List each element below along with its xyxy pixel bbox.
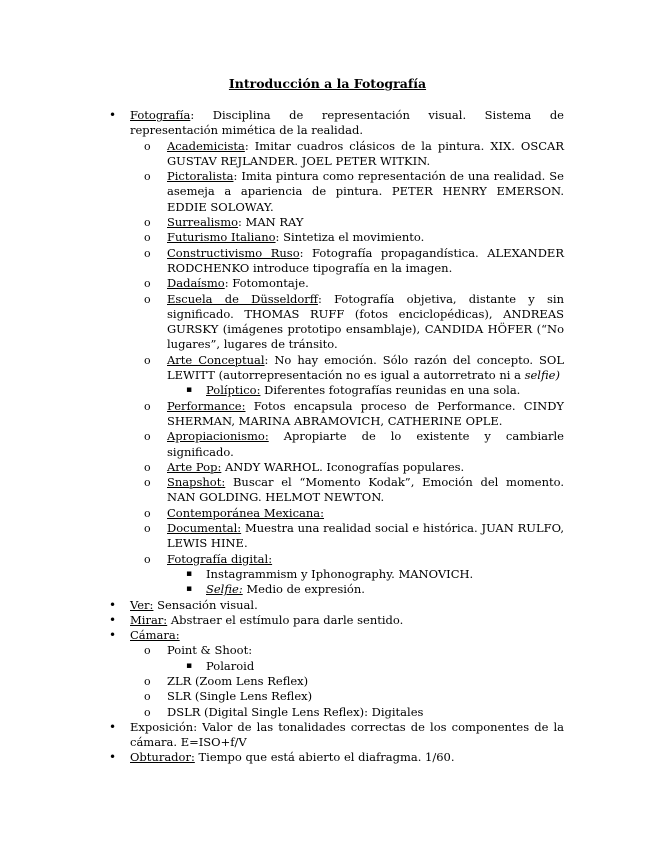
list-item-text: SLR (Single Lens Reflex)	[167, 689, 313, 704]
list-item	[109, 108, 564, 139]
list-item-term: Futurismo Italiano	[167, 230, 276, 245]
list-item-text: : Imita pintura como representación de una realidad. Se asemeja a apariencia de pintura. PETER HENRY EMERSON. EDDIE SOLOWAY.	[167, 169, 564, 214]
list-item	[130, 169, 564, 215]
bullet-marker: ▪	[186, 584, 193, 595]
list-item	[109, 597, 564, 613]
list-item-term: Documental:	[167, 521, 242, 536]
list-item	[130, 292, 564, 353]
list-item	[130, 429, 564, 460]
bullet-marker: o	[144, 277, 151, 291]
list-item-term: Ver:	[130, 597, 154, 612]
list-item	[109, 719, 564, 751]
list-item-term: Escuela de Düsseldorff	[167, 291, 318, 306]
list-item-text: : Imitar cuadros clásicos de la pintura. XIX. OSCAR GUSTAV REJLANDER. JOEL PETER WITKIN.	[167, 138, 564, 168]
list-item	[130, 460, 564, 475]
list-item-text: Sensación visual.	[153, 597, 258, 612]
list-item-text: Diferentes fotografías reunidas en una sola.	[260, 383, 521, 398]
list-item	[130, 353, 564, 384]
list-item-text: : Fotomontaje.	[224, 276, 309, 291]
bullet-marker: o	[144, 506, 151, 520]
list-item	[109, 628, 564, 643]
bullet-marker: ▪	[186, 660, 193, 671]
bullet-marker: o	[144, 139, 151, 153]
list-item-term: Surrealismo	[167, 215, 239, 230]
bullet-list	[109, 108, 564, 766]
list-item-term: Obturador:	[130, 750, 195, 765]
list-item-term: Selfie:	[206, 582, 243, 597]
bullet-marker: o	[144, 231, 151, 245]
bullet-marker: •	[109, 719, 117, 734]
list-item	[130, 582, 564, 597]
bullet-marker: o	[144, 216, 151, 230]
page-title: Introducción a la Fotografía	[228, 76, 427, 91]
bullet-marker: o	[144, 674, 151, 688]
list-item-text: DSLR (Digital Single Lens Reflex): Digitales	[167, 704, 424, 719]
list-item-text: : No hay emoción. Sólo razón del concepto. SOL LEWITT (autorrepresentación no es igual a autorretrato ni a	[167, 352, 564, 383]
list-item-text: : MAN RAY	[238, 215, 304, 230]
list-item-text: Exposición: Valor de las tonalidades correctas de los componentes de la cámara. E=ISO+f/V	[130, 719, 564, 750]
bullet-marker: o	[144, 552, 151, 566]
list-item-italic-text: selfie)	[524, 368, 560, 383]
list-item	[130, 643, 564, 658]
list-item-text: Instagrammism y Iphonography. MANOVICH.	[206, 566, 474, 581]
list-item	[130, 246, 564, 277]
list-item-text: : Disciplina de representación visual. Sistema de representación mimética de la realidad.	[130, 108, 564, 138]
list-item-text: ANDY WARHOL. Iconografías populares.	[221, 459, 465, 474]
bullet-marker: o	[144, 460, 151, 474]
list-item-term: Arte Conceptual	[167, 352, 265, 367]
list-item-text: : Fotografía propagandística. ALEXANDER RODCHENKO introduce tipografía en la imagen.	[167, 245, 564, 275]
bullet-marker: ▪	[186, 568, 193, 579]
list-item-text: Polaroid	[206, 658, 255, 673]
bullet-marker: o	[144, 644, 151, 658]
list-item-term: Constructivismo Ruso	[167, 245, 300, 260]
bullet-marker: •	[109, 597, 117, 612]
bullet-marker: o	[144, 690, 151, 704]
list-item	[130, 230, 564, 245]
bullet-marker: o	[144, 353, 151, 367]
bullet-marker: ▪	[186, 385, 193, 396]
list-item-text: Medio de expresión.	[242, 582, 365, 597]
list-item	[130, 506, 564, 521]
bullet-marker: •	[109, 628, 117, 643]
list-item-text: : Sintetiza el movimiento.	[275, 230, 425, 245]
list-item	[130, 276, 564, 291]
list-item	[130, 521, 564, 552]
list-item	[130, 659, 564, 674]
list-item-text: Muestra una realidad social e histórica. JUAN RULFO, LEWIS HINE.	[167, 521, 564, 551]
list-item-term: Academicista	[167, 138, 245, 153]
list-item-text: Abstraer el estímulo para darle sentido.	[167, 612, 404, 627]
list-item	[130, 475, 564, 506]
list-item-text: ZLR (Zoom Lens Reflex)	[167, 673, 309, 688]
bullet-marker: •	[109, 612, 117, 627]
list-item-text: Buscar el “Momento Kodak”, Emoción del momento. NAN GOLDING. HELMOT NEWTON.	[167, 475, 564, 505]
bullet-marker: o	[144, 522, 151, 536]
bullet-marker: •	[109, 108, 117, 122]
bullet-marker: o	[144, 170, 151, 184]
bullet-marker: o	[144, 705, 151, 719]
list-item	[130, 139, 564, 170]
list-item-text: : Fotografía objetiva, distante y sin significado. THOMAS RUFF (fotos enciclopédicas), ANDREAS GURSKY (imágenes prototipo ensamblaje), CANDIDA HÖFER (“No lugares”, lugares de tránsito.	[167, 291, 564, 352]
list-item-term: Apropiacionismo:	[167, 429, 269, 444]
list-item-text: Fotos encapsula proceso de Performance. CINDY SHERMAN, MARINA ABRAMOVICH, CATHERINE OPLE.	[167, 398, 564, 428]
list-item	[130, 383, 564, 398]
bullet-marker: o	[144, 246, 151, 260]
list-item-term: Arte Pop:	[167, 459, 222, 474]
list-item	[130, 674, 564, 689]
list-item	[130, 552, 564, 567]
list-item	[130, 705, 564, 720]
list-item-term: Políptico:	[206, 383, 261, 398]
list-item-term: Snapshot:	[167, 475, 226, 490]
list-item-term: Contemporánea Mexicana:	[167, 505, 325, 520]
list-item-text: Point & Shoot:	[167, 643, 253, 658]
list-item	[109, 612, 564, 628]
list-item-term: Fotografía digital:	[167, 551, 273, 566]
list-item-text: Tiempo que está abierto el diafragma. 1/60.	[194, 750, 455, 765]
bullet-marker: o	[144, 292, 151, 306]
bullet-marker: •	[109, 750, 117, 765]
bullet-marker: o	[144, 399, 151, 413]
list-item-term: Dadaísmo	[167, 276, 225, 291]
list-item-term: Performance:	[167, 398, 246, 413]
bullet-marker: o	[144, 476, 151, 490]
list-item-text: Apropiarte de lo existente y cambiarle significado.	[167, 429, 564, 459]
list-item-term: Fotografía	[130, 108, 191, 122]
list-item	[130, 215, 564, 230]
bullet-marker: o	[144, 430, 151, 444]
list-item	[109, 750, 564, 765]
list-item	[130, 399, 564, 430]
list-item	[130, 689, 564, 704]
list-item-term: Pictoralista	[167, 169, 234, 184]
list-item-term: Cámara:	[130, 628, 180, 643]
list-item-term: Mirar:	[130, 612, 168, 627]
list-item	[130, 567, 564, 582]
